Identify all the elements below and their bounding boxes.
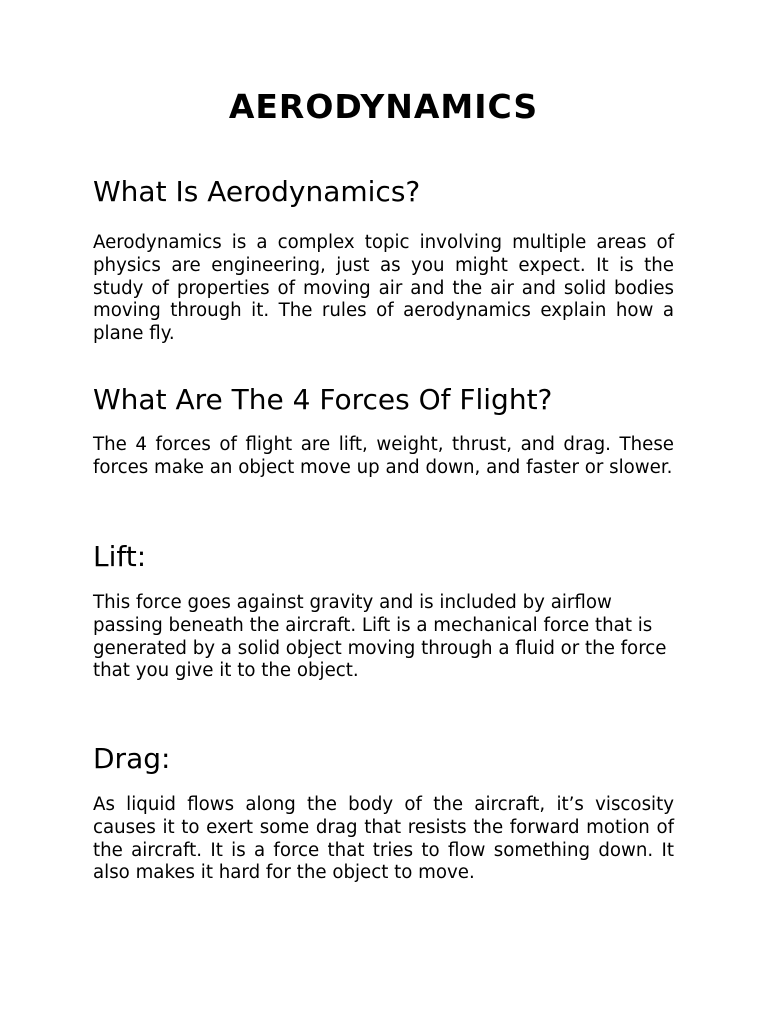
- section-heading-lift: Lift:: [93, 540, 147, 573]
- section-heading-forces-of-flight: What Are The 4 Forces Of Flight?: [93, 383, 553, 416]
- section-body-drag: As liquid flows along the body of the aircraft, it’s viscosity causes it to exert some drag that resists the forward motion of the aircraft. It is a force that tries to flow something down. It also makes it hard for the object to move.: [93, 794, 674, 884]
- document-title: AERODYNAMICS: [228, 87, 539, 126]
- section-heading-what-is-aerodynamics: What Is Aerodynamics?: [93, 175, 421, 208]
- section-body-forces-of-flight: The 4 forces of flight are lift, weight, thrust, and drag. These forces make an object move up and down, and faster or slower.: [93, 434, 674, 478]
- section-heading-drag: Drag:: [93, 742, 171, 775]
- section-body-lift: This force goes against gravity and is included by airflow passing beneath the aircraft. Lift is a mechanical force that is generated by a solid object moving through a fluid or the force that you give it to the object.: [93, 592, 667, 682]
- section-body-what-is-aerodynamics: Aerodynamics is a complex topic involving multiple areas of physics are engineering, just as you might expect. It is the study of properties of moving air and the air and solid bodies moving through it. The rules of aerodynamics explain how a plane fly.: [93, 232, 674, 345]
